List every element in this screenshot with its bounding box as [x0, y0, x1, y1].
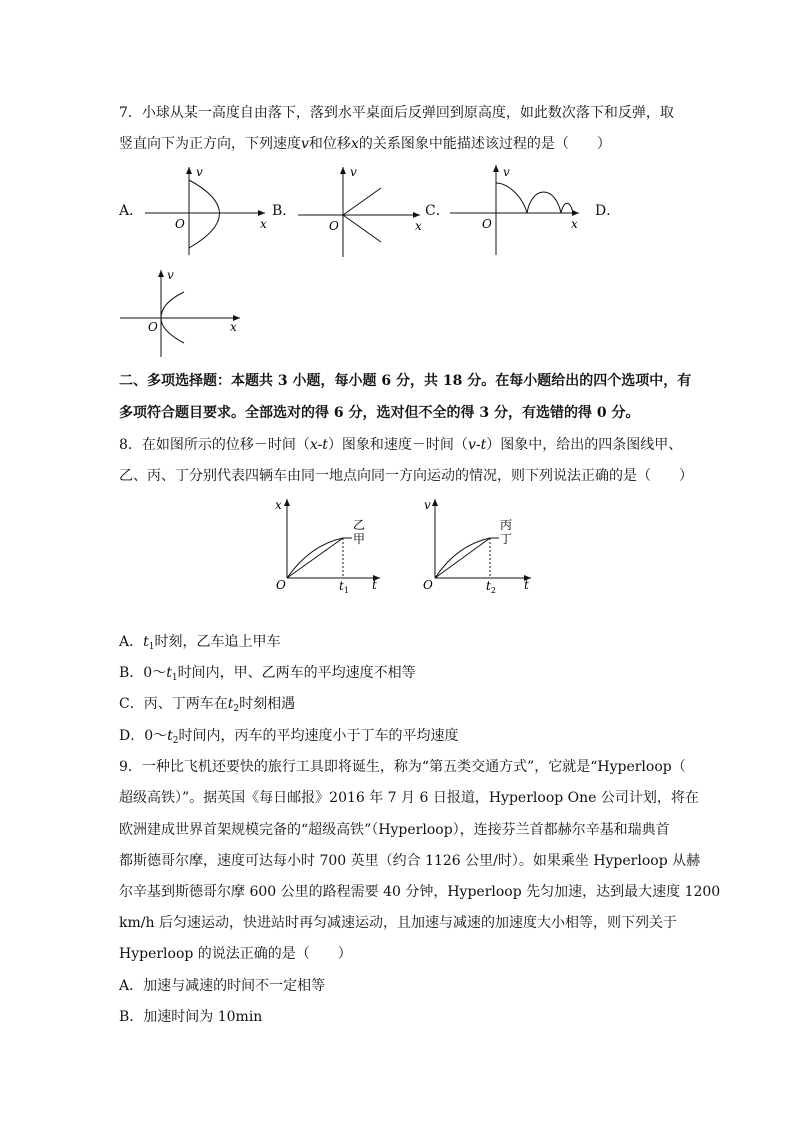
line-ding — [435, 538, 490, 578]
v-axis-arrow — [432, 499, 438, 506]
q9-line2: 超级高铁）”。据英国《每日邮报》2016 年 7 月 6 日报道，Hyperloop One 公司计划，将在 — [119, 790, 699, 806]
q8-option-c-pre: C．丙、丁两车在 — [119, 696, 228, 712]
origin-label: O — [423, 578, 433, 592]
section2-line2: 多项符合题目要求。全部选对的得 6 分，选对但不全的得 3 分，有选错的得 0 分。 — [119, 405, 640, 421]
q8-line2: 乙、丙、丁分别代表四辆车由同一地点向同一方向运动的情况，则下列说法正确的是（ ） — [119, 468, 693, 484]
q9-line6: km/h 后匀速运动，快进站时再匀减速运动，且加速与减速的加速度大小相等，则下列关于 — [119, 915, 677, 931]
origin-label: O — [175, 217, 185, 231]
y-axis-arrow — [340, 167, 346, 174]
axis-label-v: v — [503, 165, 510, 179]
q9-line3: 欧洲建成世界首架规模完备的“超级高铁”（Hyperloop），连接芬兰首都赫尔辛基和瑞典首 — [119, 822, 670, 838]
x-axis-arrow — [258, 210, 265, 216]
lower-line — [343, 215, 381, 242]
q9-line7: Hyperloop 的说法正确的是（ ） — [119, 946, 352, 962]
q8-option-d-t: t — [167, 728, 173, 744]
axis-label-v: v — [424, 498, 431, 512]
x-axis-arrow — [572, 210, 579, 216]
q7-graph-a — [140, 160, 280, 260]
q8-option-a-sub: 1 — [148, 642, 155, 652]
q8-line1-a: 8．在如图所示的位移－时间（ — [119, 437, 310, 453]
q7-line2-a: 竖直向下为正方向，下列速度 — [119, 136, 301, 152]
q8-option-b-pre: B．0～ — [119, 665, 167, 681]
q8-option-a — [119, 632, 281, 652]
q7-var-v: v — [301, 136, 309, 152]
q7-option-b-label: B． — [272, 203, 297, 219]
q8-graph-vt — [420, 495, 540, 595]
axis-label-x: x — [571, 217, 578, 231]
curve — [189, 180, 220, 248]
upper-line — [343, 188, 381, 215]
q8-option-c — [119, 694, 295, 714]
q8-option-b-rest: 时间内，甲、乙两车的平均速度不相等 — [177, 665, 416, 681]
section2-line1: 二、多项选择题：本题共 3 小题，每小题 6 分，共 18 分。在每小题给出的四个选项中，有 — [119, 373, 692, 389]
q7-graph-d — [118, 265, 248, 360]
q9-option-b: B．加速时间为 10min — [119, 1009, 263, 1025]
q7-line2 — [119, 134, 611, 154]
q9-option-a: A．加速与减速的时间不一定相等 — [119, 978, 326, 994]
y-axis-arrow — [186, 167, 192, 174]
q7-line2-b: 和位移 — [308, 136, 351, 152]
bounce-curve — [496, 183, 573, 213]
label-bing: 丙 — [500, 518, 513, 532]
q8-line1-c: ）图象中，给出的四条图线甲、 — [486, 437, 683, 453]
q8-option-a-rest: 时刻，乙车追上甲车 — [154, 634, 281, 650]
axis-label-x: x — [260, 217, 267, 231]
q7-var-x: x — [350, 136, 359, 152]
q8-option-d-sub: 2 — [172, 736, 179, 746]
q8-line1 — [119, 435, 682, 455]
q8-line1-b: ）图象和速度－时间（ — [327, 437, 468, 453]
tick-sub-2: 2 — [490, 586, 496, 595]
axis-label-v: v — [196, 165, 203, 179]
axis-label-x: x — [275, 498, 282, 512]
q8-option-c-rest: 时刻相遇 — [239, 696, 296, 712]
tick-t: t — [486, 579, 491, 593]
q8-option-d-rest: 时间内，丙车的平均速度小于丁车的平均速度 — [178, 728, 459, 744]
tick-sub-1: 1 — [343, 586, 349, 595]
x-axis-arrow — [413, 212, 420, 218]
q8-var-xt: x-t — [309, 437, 328, 453]
line-jia — [287, 538, 343, 578]
label-jia: 甲 — [353, 532, 366, 546]
origin-label: O — [276, 578, 286, 592]
q8-var-vt: v-t — [467, 437, 487, 453]
label-ding: 丁 — [500, 532, 513, 546]
q9-line1: 9．一种比飞机还要快的旅行工具即将诞生，称为“第五类交通方式”，它就是“Hyperloop（ — [119, 759, 686, 775]
label-yi: 乙 — [353, 518, 366, 532]
q7-option-c-label: C． — [425, 203, 450, 219]
q8-option-b — [119, 663, 416, 683]
y-axis-arrow — [493, 165, 499, 172]
axis-label-x: x — [230, 320, 237, 334]
y-axis-arrow — [158, 270, 164, 277]
origin-label: O — [148, 320, 158, 334]
axis-label-t: t — [524, 578, 529, 592]
q9-line4: 都斯德哥尔摩，速度可达每小时 700 英里（约合 1126 公里/时）。如果乘坐 Hyperloop 从赫 — [119, 853, 701, 869]
q8-option-d-pre: D．0～ — [119, 728, 168, 744]
q8-option-a-t: t — [143, 634, 149, 650]
q8-option-d — [119, 726, 459, 746]
q7-option-a-label: A． — [119, 203, 144, 219]
tick-t: t — [339, 579, 344, 593]
tick-label-t2 — [486, 579, 496, 595]
q7-graph-b — [295, 160, 430, 260]
q7-line2-c: 的关系图象中能描述该过程的是（ ） — [358, 136, 611, 152]
q8-graph-xt — [268, 495, 388, 595]
axis-label-v: v — [167, 268, 174, 282]
tick-label-t1 — [339, 579, 349, 595]
axis-label-x: x — [415, 219, 422, 233]
q9-line5: 尔辛基到斯德哥尔摩 600 公里的路程需要 40 分钟，Hyperloop 先匀加速，达到最大速度 1200 — [119, 884, 721, 900]
q8-option-b-t: t — [166, 665, 172, 681]
origin-label: O — [482, 217, 492, 231]
q8-option-c-sub: 2 — [233, 704, 240, 714]
x-axis-arrow — [284, 499, 290, 506]
q7-line1: 7．小球从某一高度自由落下，落到水平桌面后反弹回到原高度，如此数次落下和反弹，取 — [119, 105, 674, 121]
axis-label-v: v — [350, 165, 357, 179]
q8-option-a-pre: A． — [119, 634, 144, 650]
origin-label: O — [329, 219, 339, 233]
q8-option-c-t: t — [227, 696, 234, 712]
axis-label-t: t — [372, 578, 377, 592]
q7-option-d-label: D． — [595, 203, 621, 219]
q7-graph-c — [447, 160, 587, 260]
q8-option-b-sub: 1 — [171, 673, 178, 683]
